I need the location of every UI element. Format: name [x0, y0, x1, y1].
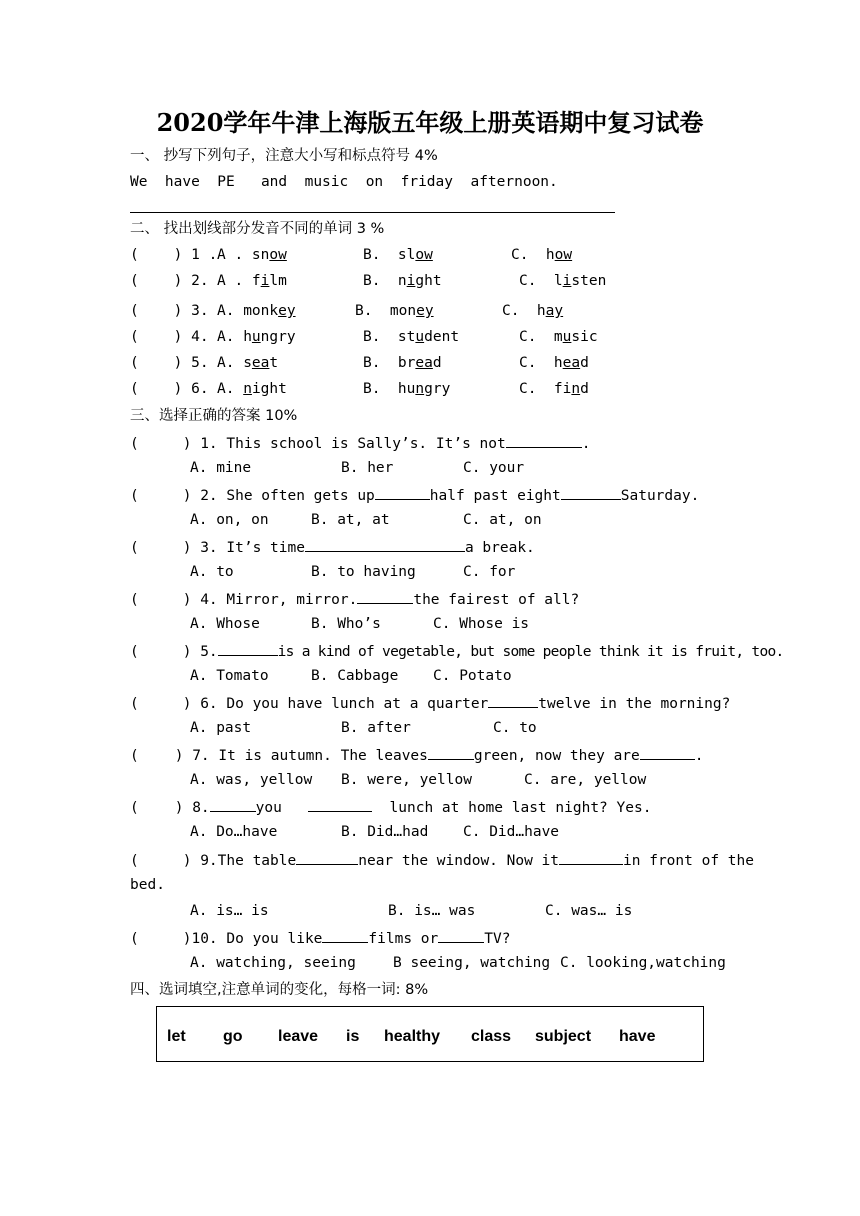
- option-b[interactable]: B. student: [363, 329, 460, 345]
- blank[interactable]: [428, 745, 474, 760]
- option-c[interactable]: C. Did…have: [463, 824, 560, 840]
- blank[interactable]: [438, 928, 484, 943]
- option-b[interactable]: B. Who’s: [311, 616, 381, 632]
- answer-paren[interactable]: ( ) 2.: [130, 273, 209, 289]
- option-c[interactable]: C. Potato: [433, 668, 512, 684]
- word-bank-item: healthy: [384, 1028, 441, 1045]
- option-b[interactable]: B. hungry: [363, 381, 451, 397]
- blank[interactable]: [308, 797, 372, 812]
- section-2-heading: 二、 找出划线部分发音不同的单词 3 %: [130, 221, 385, 237]
- copy-sentence: We have PE and music on friday afternoon.: [130, 174, 558, 190]
- page-title: 2020学年牛津上海版五年级上册英语期中复习试卷: [156, 108, 704, 137]
- word-bank-item: class: [471, 1028, 512, 1045]
- option-b[interactable]: B. night: [363, 273, 442, 289]
- underlined-letters: ey: [278, 303, 296, 319]
- underlined-letters: ay: [545, 303, 564, 319]
- underlined-letters: i: [562, 273, 572, 289]
- underlined-letters: ea: [251, 355, 270, 371]
- underlined-letters: n: [415, 381, 425, 397]
- underlined-letters: n: [571, 381, 581, 397]
- option-a[interactable]: A. on, on: [190, 512, 269, 528]
- question-3: ( ) 3. It’s time a break.: [130, 537, 535, 557]
- option-a[interactable]: A. to: [190, 564, 234, 580]
- question-4: ( ) 4. Mirror, mirror. the fairest of all?: [130, 589, 579, 609]
- option-a[interactable]: A . snow: [217, 247, 287, 263]
- underlined-letters: ey: [416, 303, 434, 319]
- option-b[interactable]: B. Cabbage: [311, 668, 399, 684]
- option-b[interactable]: B. money: [355, 303, 434, 319]
- blank[interactable]: [218, 641, 278, 656]
- option-c[interactable]: C. hay: [502, 303, 564, 319]
- section-1-heading: 一、 抄写下列句子，注意大小写和标点符号 4%: [130, 148, 438, 164]
- option-b[interactable]: B. is… was: [388, 903, 476, 919]
- word-bank-item: let: [167, 1028, 186, 1045]
- blank[interactable]: [305, 537, 465, 552]
- option-b[interactable]: B. her: [341, 460, 394, 476]
- option-b[interactable]: B. were, yellow: [341, 772, 472, 788]
- blank[interactable]: [210, 797, 256, 812]
- underlined-letters: i: [260, 273, 270, 289]
- option-c[interactable]: C. music: [519, 329, 598, 345]
- question-2: ( ) 2. She often gets up half past eight Saturday.: [130, 485, 699, 505]
- underlined-letters: n: [243, 381, 252, 397]
- option-c[interactable]: C. how: [511, 247, 573, 263]
- blank[interactable]: [561, 485, 621, 500]
- question-6: ( ) 6. Do you have lunch at a quarter twelve in the morning?: [130, 693, 730, 713]
- option-c[interactable]: C. to: [493, 720, 537, 736]
- option-a[interactable]: A. hungry: [217, 329, 296, 345]
- blank[interactable]: [375, 485, 430, 500]
- blank[interactable]: [488, 693, 538, 708]
- underlined-letters: u: [562, 329, 572, 345]
- option-a[interactable]: A. Do…have: [190, 824, 278, 840]
- answer-paren[interactable]: ( ) 5.: [130, 355, 209, 371]
- word-bank-item: leave: [278, 1028, 319, 1045]
- option-b[interactable]: B. Did…had: [341, 824, 429, 840]
- blank[interactable]: [322, 928, 368, 943]
- option-a[interactable]: A. mine: [190, 460, 252, 476]
- answer-paren[interactable]: ( ) 4.: [130, 329, 209, 345]
- answer-line[interactable]: [130, 212, 615, 213]
- option-a[interactable]: A. Whose: [190, 616, 260, 632]
- option-b[interactable]: B. after: [341, 720, 411, 736]
- option-a[interactable]: A. seat: [217, 355, 279, 371]
- word-bank-item: have: [619, 1028, 656, 1045]
- blank[interactable]: [357, 589, 413, 604]
- blank[interactable]: [296, 850, 358, 865]
- section-3-heading: 三、选择正确的答案 10%: [130, 408, 298, 424]
- word-bank-item: subject: [535, 1028, 592, 1045]
- option-a[interactable]: A. watching, seeing: [190, 955, 356, 971]
- option-c[interactable]: C. are, yellow: [524, 772, 647, 788]
- answer-paren[interactable]: ( ) 1 .: [130, 247, 218, 263]
- option-c[interactable]: C. was… is: [545, 903, 633, 919]
- section-4-heading: 四、选词填空,注意单词的变化，每格一词: 8%: [130, 982, 429, 998]
- question-9: ( ) 9.The table near the window. Now it in front of the: [130, 850, 754, 870]
- word-bank-item: go: [223, 1028, 243, 1045]
- option-a[interactable]: A. night: [217, 381, 287, 397]
- option-a[interactable]: A . film: [217, 273, 287, 289]
- underlined-letters: ow: [269, 247, 287, 263]
- word-bank-item: is: [346, 1028, 360, 1045]
- option-b[interactable]: B. slow: [363, 247, 433, 263]
- option-a[interactable]: A. monkey: [217, 303, 296, 319]
- option-c[interactable]: C. head: [519, 355, 589, 371]
- underlined-letters: i: [406, 273, 416, 289]
- question-7: ( ) 7. It is autumn. The leaves green, now they are .: [130, 745, 704, 765]
- underlined-letters: u: [251, 329, 261, 345]
- option-c[interactable]: C. looking,watching: [560, 955, 726, 971]
- option-a[interactable]: A. Tomato: [190, 668, 269, 684]
- underlined-letters: ea: [415, 355, 433, 371]
- option-c[interactable]: C. for: [463, 564, 516, 580]
- underlined-letters: u: [415, 329, 425, 345]
- answer-paren[interactable]: ( ) 6.: [130, 381, 209, 397]
- option-c[interactable]: C. at, on: [463, 512, 542, 528]
- option-c[interactable]: C. listen: [519, 273, 607, 289]
- question-5: ( ) 5. is a kind of vegetable, but some people think it is fruit, too.: [130, 641, 784, 661]
- question-9-wrap: bed.: [130, 877, 165, 893]
- blank[interactable]: [640, 745, 695, 760]
- option-b[interactable]: B. at, at: [311, 512, 390, 528]
- question-1: ( ) 1. This school is Sally’s. It’s not .: [130, 433, 590, 453]
- option-c[interactable]: C. your: [463, 460, 525, 476]
- option-b[interactable]: B seeing, watching: [393, 955, 551, 971]
- option-c[interactable]: C. Whose is: [433, 616, 530, 632]
- underlined-letters: ow: [415, 247, 433, 263]
- option-c[interactable]: C. find: [519, 381, 589, 397]
- option-a[interactable]: A. was, yellow: [190, 772, 313, 788]
- blank[interactable]: [506, 433, 582, 448]
- question-8: ( ) 8. you lunch at home last night? Yes.: [130, 797, 651, 817]
- question-10: ( )10. Do you like films or TV?: [130, 928, 510, 948]
- answer-paren[interactable]: ( ) 3.: [130, 303, 209, 319]
- underlined-letters: ow: [554, 247, 573, 263]
- option-a[interactable]: A. is… is: [190, 903, 269, 919]
- option-b[interactable]: B. bread: [363, 355, 442, 371]
- blank[interactable]: [559, 850, 623, 865]
- word-bank: [156, 1006, 704, 1062]
- option-a[interactable]: A. past: [190, 720, 252, 736]
- option-b[interactable]: B. to having: [311, 564, 416, 580]
- underlined-letters: ea: [562, 355, 581, 371]
